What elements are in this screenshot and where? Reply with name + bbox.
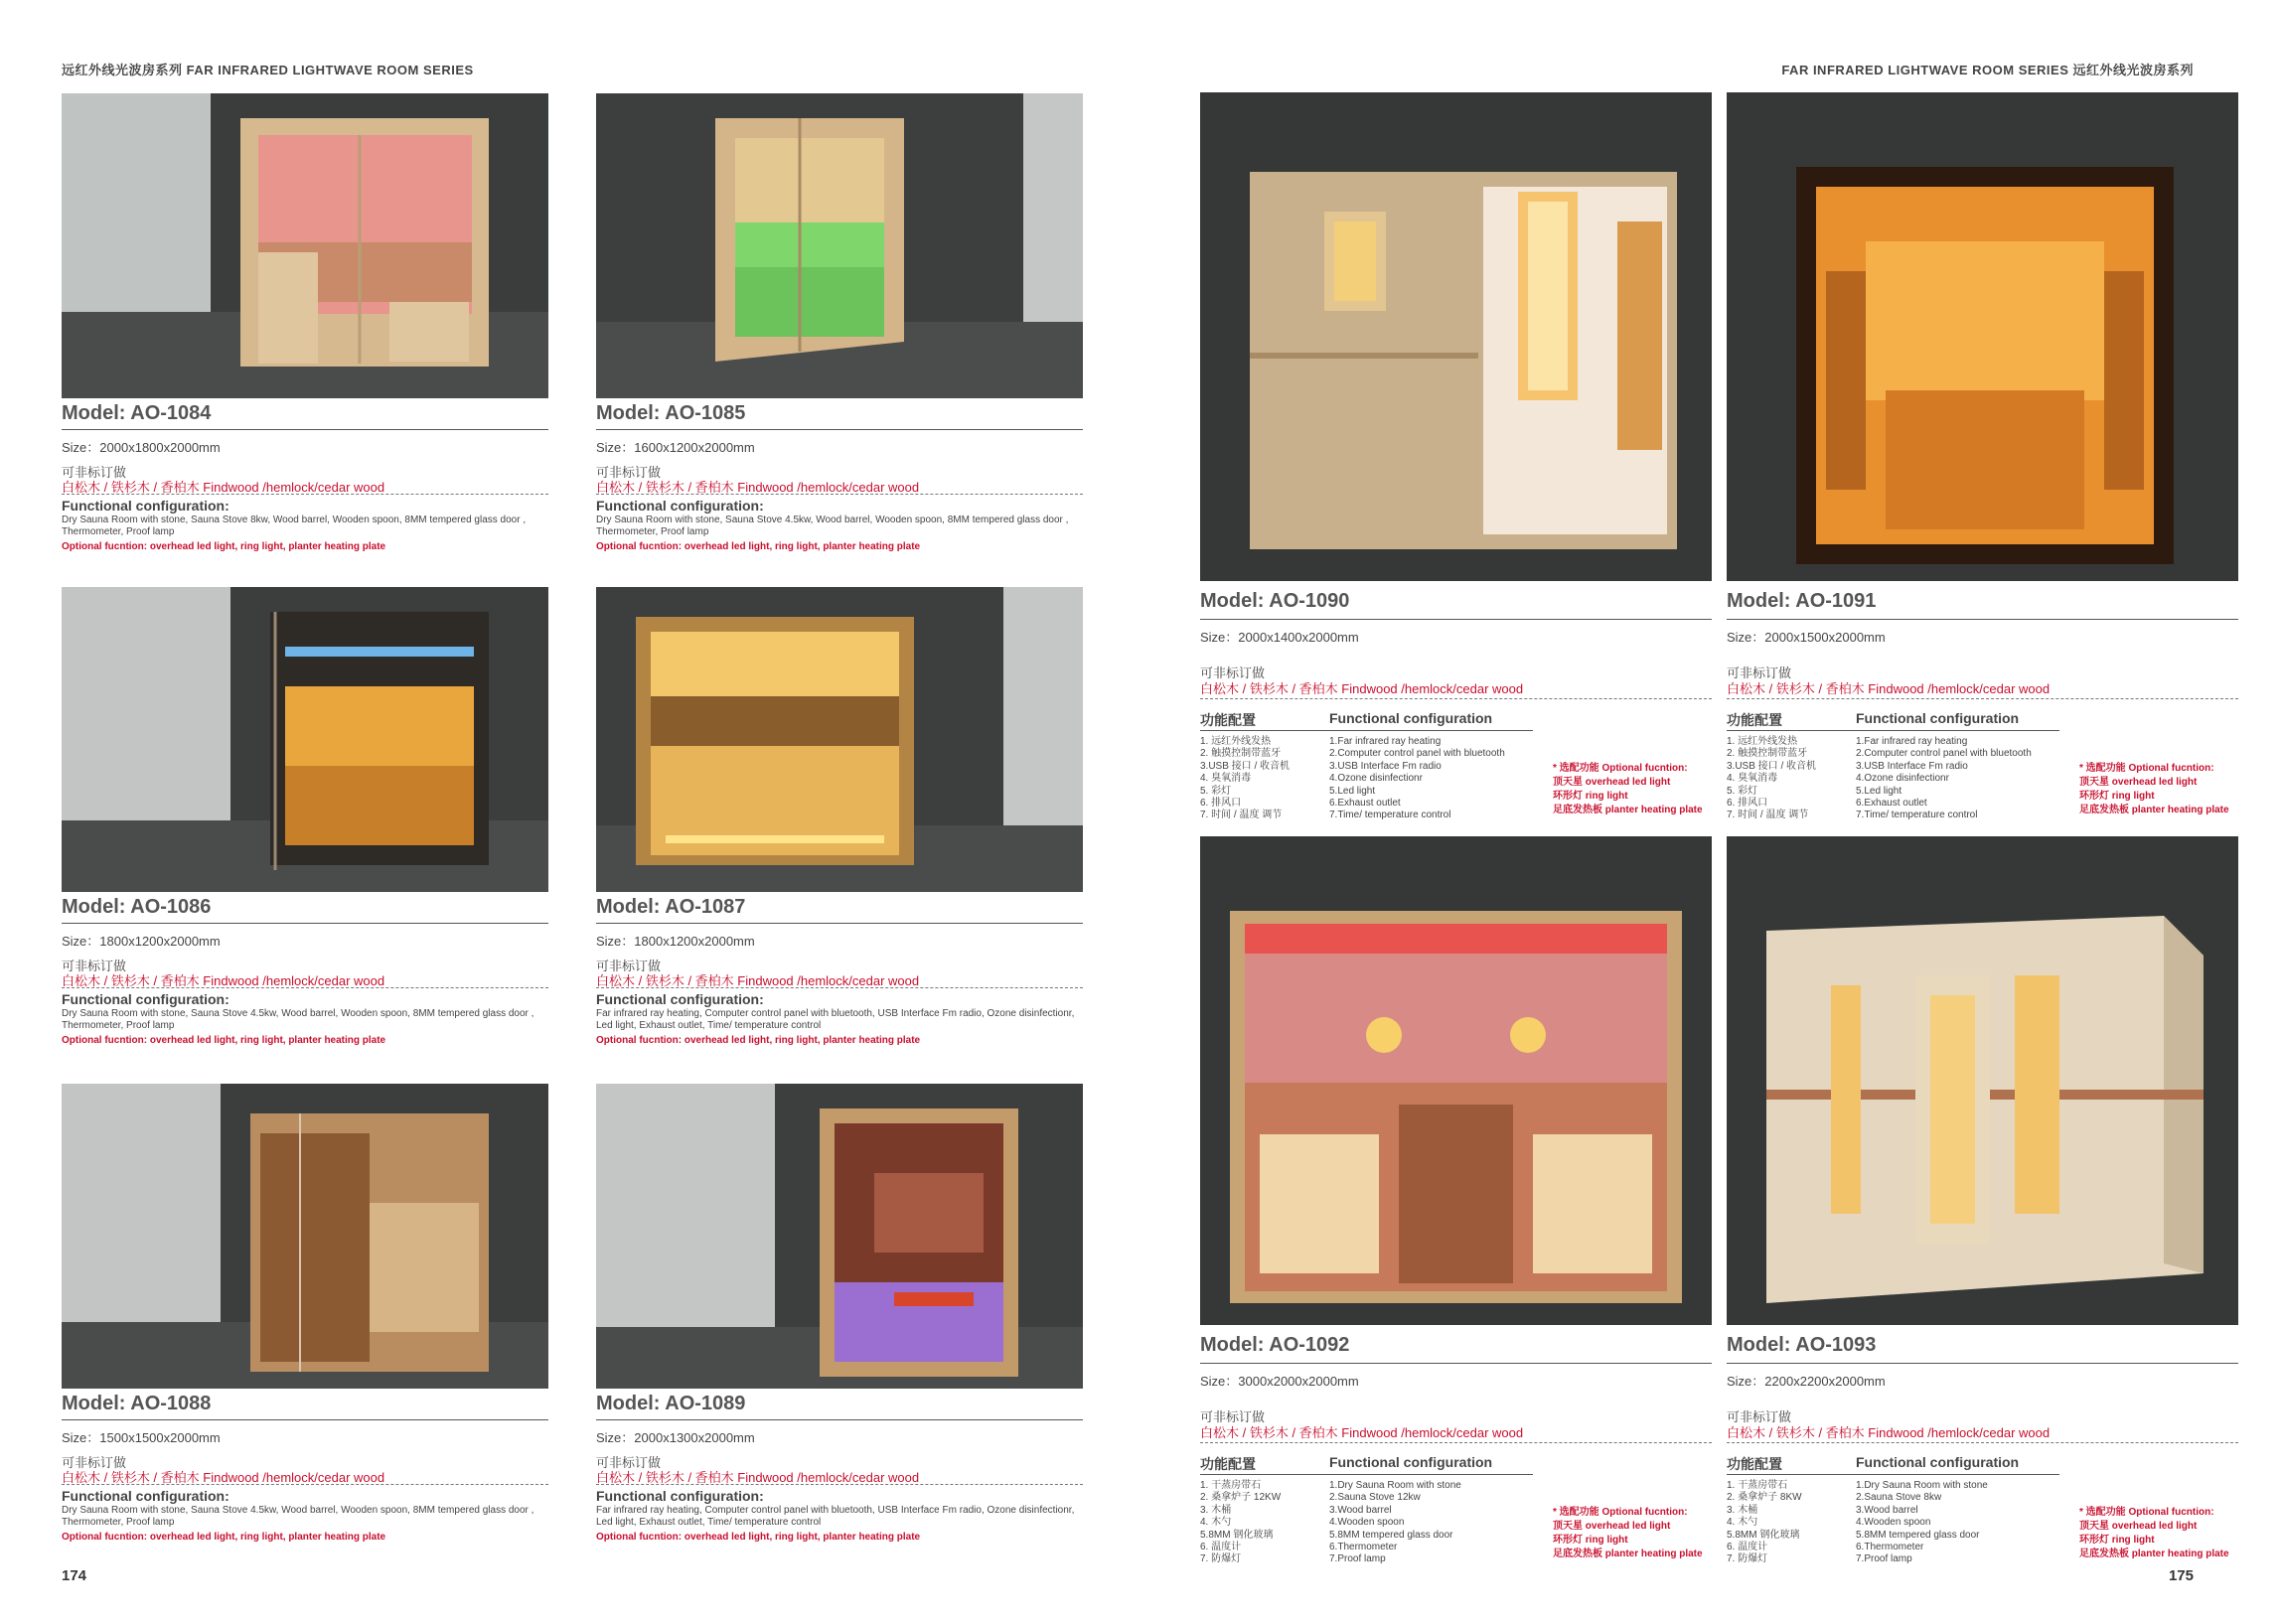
sauna-photo [596,587,1083,892]
functional-config-text: Dry Sauna Room with stone, Sauna Stove 4.5kw, Wood barrel, Wooden spoon, 8MM tempered glass door , Thermometer, Proof lamp [596,515,1069,537]
custom-note: 可非标订做 [596,959,662,973]
dashed-divider [1727,698,2238,699]
size-text: Size：2000x1400x2000mm [1200,630,1359,645]
divider [596,1419,1083,1420]
functional-config-title: Functional configuration: [596,1488,764,1504]
config-item: 3.USB Interface Fm radio [1329,760,1442,772]
optional-line: 环形灯 ring light [1553,1535,1628,1546]
functional-config-text: Far infrared ray heating, Computer control panel with bluetooth, USB Interface Fm radio, Ozone disinfectionr, Led light, Exhaust outlet, Time/ temperature control [596,1505,1075,1528]
config-item: 5. 彩灯 [1200,785,1232,797]
optional-function: Optional fucntion: overhead led light, ring light, planter heating plate [62,1532,386,1543]
config-item: 6. 排风口 [1727,798,1768,810]
optional-line: 环形灯 ring light [2079,791,2155,802]
functional-config-title: Functional configuration: [62,498,229,514]
config-item: 7.Time/ temperature control [1856,810,1978,821]
functional-config-cn-title: 功能配置 [1727,712,1782,728]
model-title: Model: AO-1090 [1200,590,1350,612]
functional-config-text: Far infrared ray heating, Computer control panel with bluetooth, USB Interface Fm radio, Ozone disinfectionr, Led light, Exhaust outlet, Time/ temperature control [596,1008,1075,1031]
optional-function: Optional fucntion: overhead led light, ring light, planter heating plate [62,541,386,552]
config-list-en [1856,736,2032,822]
config-item: 6.Thermometer [1856,1542,1924,1553]
config-item: 5.Led light [1856,785,1902,797]
config-item: 3. 木桶 [1727,1504,1758,1516]
config-item: 2.Computer control panel with bluetooth [1856,748,2032,760]
config-item: 6.Thermometer [1329,1542,1398,1553]
optional-function: Optional fucntion: overhead led light, ring light, planter heating plate [596,1532,921,1543]
dashed-divider [596,987,1083,988]
optional-line: 顶天星 overhead led light [2079,1521,2198,1532]
divider [1727,1363,2238,1364]
optional-line: 足底发热板 planter heating plate [1553,1549,1703,1559]
size-text: Size：3000x2000x2000mm [1200,1374,1359,1389]
config-divider [1727,1474,2059,1475]
optional-function-block [2079,1506,2229,1561]
optional-line: * 选配功能 Optional fucntion: [1553,1507,1688,1518]
wood-types: 白松木 / 铁杉木 / 香柏木 Findwood /hemlock/cedar wood [596,973,920,988]
config-item: 4. 木勺 [1727,1517,1758,1529]
dashed-divider [62,1484,548,1485]
config-item: 4.Ozone disinfectionr [1856,773,1949,785]
config-list-cn [1200,1480,1281,1566]
wood-types: 白松木 / 铁杉木 / 香柏木 Findwood /hemlock/cedar wood [596,480,920,495]
config-list-en [1329,736,1505,822]
config-item: 7.Time/ temperature control [1329,810,1451,821]
model-title: Model: AO-1085 [596,402,746,424]
functional-config-title: Functional configuration: [62,991,229,1007]
config-item: 6.Exhaust outlet [1329,798,1401,810]
config-divider [1200,1474,1533,1475]
functional-config-en-title: Functional configuration [1329,1454,1493,1470]
functional-config-cn-title: 功能配置 [1200,712,1256,728]
catalog-page-right [1141,0,2282,1624]
model-title: Model: AO-1092 [1200,1334,1350,1356]
series-header: FAR INFRARED LIGHTWAVE ROOM SERIES 远红外线光波房系列 [1781,63,2194,77]
config-item: 3.USB 接口 / 收音机 [1727,760,1817,772]
model-title: Model: AO-1084 [62,402,212,424]
model-title: Model: AO-1093 [1727,1334,1877,1356]
wood-types: 白松木 / 铁杉木 / 香柏木 Findwood /hemlock/cedar wood [62,1470,385,1485]
config-item: 4. 木勺 [1200,1517,1232,1529]
config-item: 1. 干蒸房带石 [1727,1480,1788,1491]
config-item: 7. 时间 / 温度 调节 [1200,810,1283,821]
wood-types: 白松木 / 铁杉木 / 香柏木 Findwood /hemlock/cedar wood [1200,1425,1524,1440]
config-item: 5.Led light [1329,785,1376,797]
optional-line: 顶天星 overhead led light [1553,1521,1671,1532]
optional-line: * 选配功能 Optional fucntion: [1553,763,1688,774]
config-list-cn [1727,1480,1802,1566]
config-list-cn [1200,736,1290,822]
config-item: 2.Computer control panel with bluetooth [1329,748,1505,760]
wood-types: 白松木 / 铁杉木 / 香柏木 Findwood /hemlock/cedar wood [62,480,385,495]
optional-line: 环形灯 ring light [1553,791,1628,802]
functional-config-cn-title: 功能配置 [1727,1456,1782,1472]
custom-note: 可非标订做 [1200,665,1266,680]
divider [596,923,1083,924]
config-item: 5.8MM 钢化玻璃 [1200,1529,1274,1541]
size-text: Size：2000x1500x2000mm [1727,630,1886,645]
functional-config-text: Dry Sauna Room with stone, Sauna Stove 4.5kw, Wood barrel, Wooden spoon, 8MM tempered glass door , Thermometer, Proof lamp [62,1505,534,1528]
dashed-divider [1727,1442,2238,1443]
sauna-photo [1727,836,2238,1325]
size-text: Size：1800x1200x2000mm [596,934,755,949]
divider [596,429,1083,430]
config-item: 3. 木桶 [1200,1504,1232,1516]
size-text: Size：1500x1500x2000mm [62,1430,221,1445]
config-item: 1.Far infrared ray heating [1329,736,1442,747]
config-item: 1.Dry Sauna Room with stone [1329,1480,1461,1491]
wood-types: 白松木 / 铁杉木 / 香柏木 Findwood /hemlock/cedar wood [62,973,385,988]
config-item: 3.USB Interface Fm radio [1856,760,1968,772]
model-title: Model: AO-1086 [62,896,212,918]
config-item: 2. 触摸控制带蓝牙 [1200,748,1282,760]
custom-note: 可非标订做 [62,465,127,480]
custom-note: 可非标订做 [1727,1409,1792,1424]
sauna-photo [62,587,548,892]
config-item: 6. 温度计 [1200,1542,1242,1553]
config-item: 4.Ozone disinfectionr [1329,773,1423,785]
optional-line: 环形灯 ring light [2079,1535,2155,1546]
config-item: 5. 彩灯 [1727,785,1758,797]
custom-note: 可非标订做 [596,465,662,480]
config-item: 7.Proof lamp [1329,1553,1386,1565]
optional-line: 顶天星 overhead led light [2079,777,2198,788]
config-item: 2. 触摸控制带蓝牙 [1727,748,1808,760]
optional-line: * 选配功能 Optional fucntion: [2079,763,2214,774]
functional-config-en-title: Functional configuration [1329,710,1493,726]
model-title: Model: AO-1091 [1727,590,1877,612]
optional-line: 顶天星 overhead led light [1553,777,1671,788]
config-item: 1. 干蒸房带石 [1200,1480,1262,1491]
config-item: 4. 臭氧消毒 [1727,773,1778,785]
functional-config-cn-title: 功能配置 [1200,1456,1256,1472]
page-number: 175 [2168,1567,2194,1584]
optional-function: Optional fucntion: overhead led light, ring light, planter heating plate [596,541,921,552]
page-number: 174 [62,1567,87,1584]
series-header: 远红外线光波房系列 FAR INFRARED LIGHTWAVE ROOM SERIES [62,63,474,77]
size-text: Size：1600x1200x2000mm [596,440,755,455]
size-text: Size：2200x2200x2000mm [1727,1374,1886,1389]
functional-config-en-title: Functional configuration [1856,1454,2020,1470]
config-item: 7.Proof lamp [1856,1553,1912,1565]
config-divider [1200,730,1533,731]
config-item: 4.Wooden spoon [1329,1517,1405,1529]
wood-types: 白松木 / 铁杉木 / 香柏木 Findwood /hemlock/cedar wood [1200,681,1524,696]
config-item: 5.8MM tempered glass door [1329,1529,1453,1541]
model-title: Model: AO-1089 [596,1393,746,1414]
functional-config-title: Functional configuration: [62,1488,229,1504]
divider [1200,1363,1712,1364]
config-item: 5.8MM 钢化玻璃 [1727,1529,1800,1541]
config-list-en [1329,1480,1461,1566]
optional-line: 足底发热板 planter heating plate [2079,1549,2229,1559]
config-item: 1.Far infrared ray heating [1856,736,1968,747]
divider [62,429,548,430]
config-list-cn [1727,736,1816,822]
dashed-divider [62,987,548,988]
config-item: 4.Wooden spoon [1856,1517,1931,1529]
config-item: 2. 桑拿炉子 8KW [1727,1492,1802,1504]
dashed-divider [62,494,548,495]
wood-types: 白松木 / 铁杉木 / 香柏木 Findwood /hemlock/cedar wood [1727,681,2051,696]
optional-function: Optional fucntion: overhead led light, ring light, planter heating plate [596,1035,921,1046]
config-item: 2.Sauna Stove 8kw [1856,1492,1942,1504]
config-divider [1727,730,2059,731]
divider [62,923,548,924]
dashed-divider [596,494,1083,495]
config-item: 2. 桑拿炉子 12KW [1200,1492,1282,1504]
optional-function-block [1553,762,1703,817]
divider [1200,619,1712,620]
sauna-photo [596,93,1083,398]
config-item: 2.Sauna Stove 12kw [1329,1492,1421,1504]
config-item: 3.USB 接口 / 收音机 [1200,760,1291,772]
functional-config-title: Functional configuration: [596,498,764,514]
optional-line: 足底发热板 planter heating plate [1553,805,1703,815]
config-item: 7. 防爆灯 [1727,1553,1768,1565]
functional-config-text: Dry Sauna Room with stone, Sauna Stove 4.5kw, Wood barrel, Wooden spoon, 8MM tempered glass door , Thermometer, Proof lamp [62,1008,534,1031]
optional-function-block [2079,762,2229,817]
custom-note: 可非标订做 [1200,1409,1266,1424]
optional-line: * 选配功能 Optional fucntion: [2079,1507,2214,1518]
divider [1727,619,2238,620]
config-item: 7. 防爆灯 [1200,1553,1242,1565]
sauna-photo [1200,836,1712,1325]
functional-config-en-title: Functional configuration [1856,710,2020,726]
size-text: Size：2000x1300x2000mm [596,1430,755,1445]
config-item: 6. 排风口 [1200,798,1242,810]
model-title: Model: AO-1087 [596,896,746,918]
sauna-photo [62,93,548,398]
config-item: 5.8MM tempered glass door [1856,1529,1980,1541]
wood-types: 白松木 / 铁杉木 / 香柏木 Findwood /hemlock/cedar wood [596,1470,920,1485]
optional-line: 足底发热板 planter heating plate [2079,805,2229,815]
optional-function: Optional fucntion: overhead led light, ring light, planter heating plate [62,1035,386,1046]
optional-function-block [1553,1506,1703,1561]
config-item: 1.Dry Sauna Room with stone [1856,1480,1988,1491]
custom-note: 可非标订做 [62,959,127,973]
dashed-divider [596,1484,1083,1485]
config-item: 6.Exhaust outlet [1856,798,1927,810]
config-item: 3.Wood barrel [1329,1504,1392,1516]
sauna-photo [1727,92,2238,581]
custom-note: 可非标订做 [596,1455,662,1470]
functional-config-title: Functional configuration: [596,991,764,1007]
custom-note: 可非标订做 [1727,665,1792,680]
custom-note: 可非标订做 [62,1455,127,1470]
functional-config-text: Dry Sauna Room with stone, Sauna Stove 8kw, Wood barrel, Wooden spoon, 8MM tempered glass door , Thermometer, Proof lamp [62,515,527,537]
config-item: 1. 远红外线发热 [1200,736,1272,747]
dashed-divider [1200,698,1712,699]
config-item: 4. 臭氧消毒 [1200,773,1252,785]
config-item: 1. 远红外线发热 [1727,736,1798,747]
dashed-divider [1200,1442,1712,1443]
model-title: Model: AO-1088 [62,1393,212,1414]
sauna-photo [62,1084,548,1389]
config-item: 7. 时间 / 温度 调节 [1727,810,1809,821]
sauna-photo [1200,92,1712,581]
size-text: Size：2000x1800x2000mm [62,440,221,455]
config-list-en [1856,1480,1988,1566]
size-text: Size：1800x1200x2000mm [62,934,221,949]
config-item: 3.Wood barrel [1856,1504,1918,1516]
sauna-photo [596,1084,1083,1389]
config-item: 6. 温度计 [1727,1542,1768,1553]
wood-types: 白松木 / 铁杉木 / 香柏木 Findwood /hemlock/cedar wood [1727,1425,2051,1440]
divider [62,1419,548,1420]
